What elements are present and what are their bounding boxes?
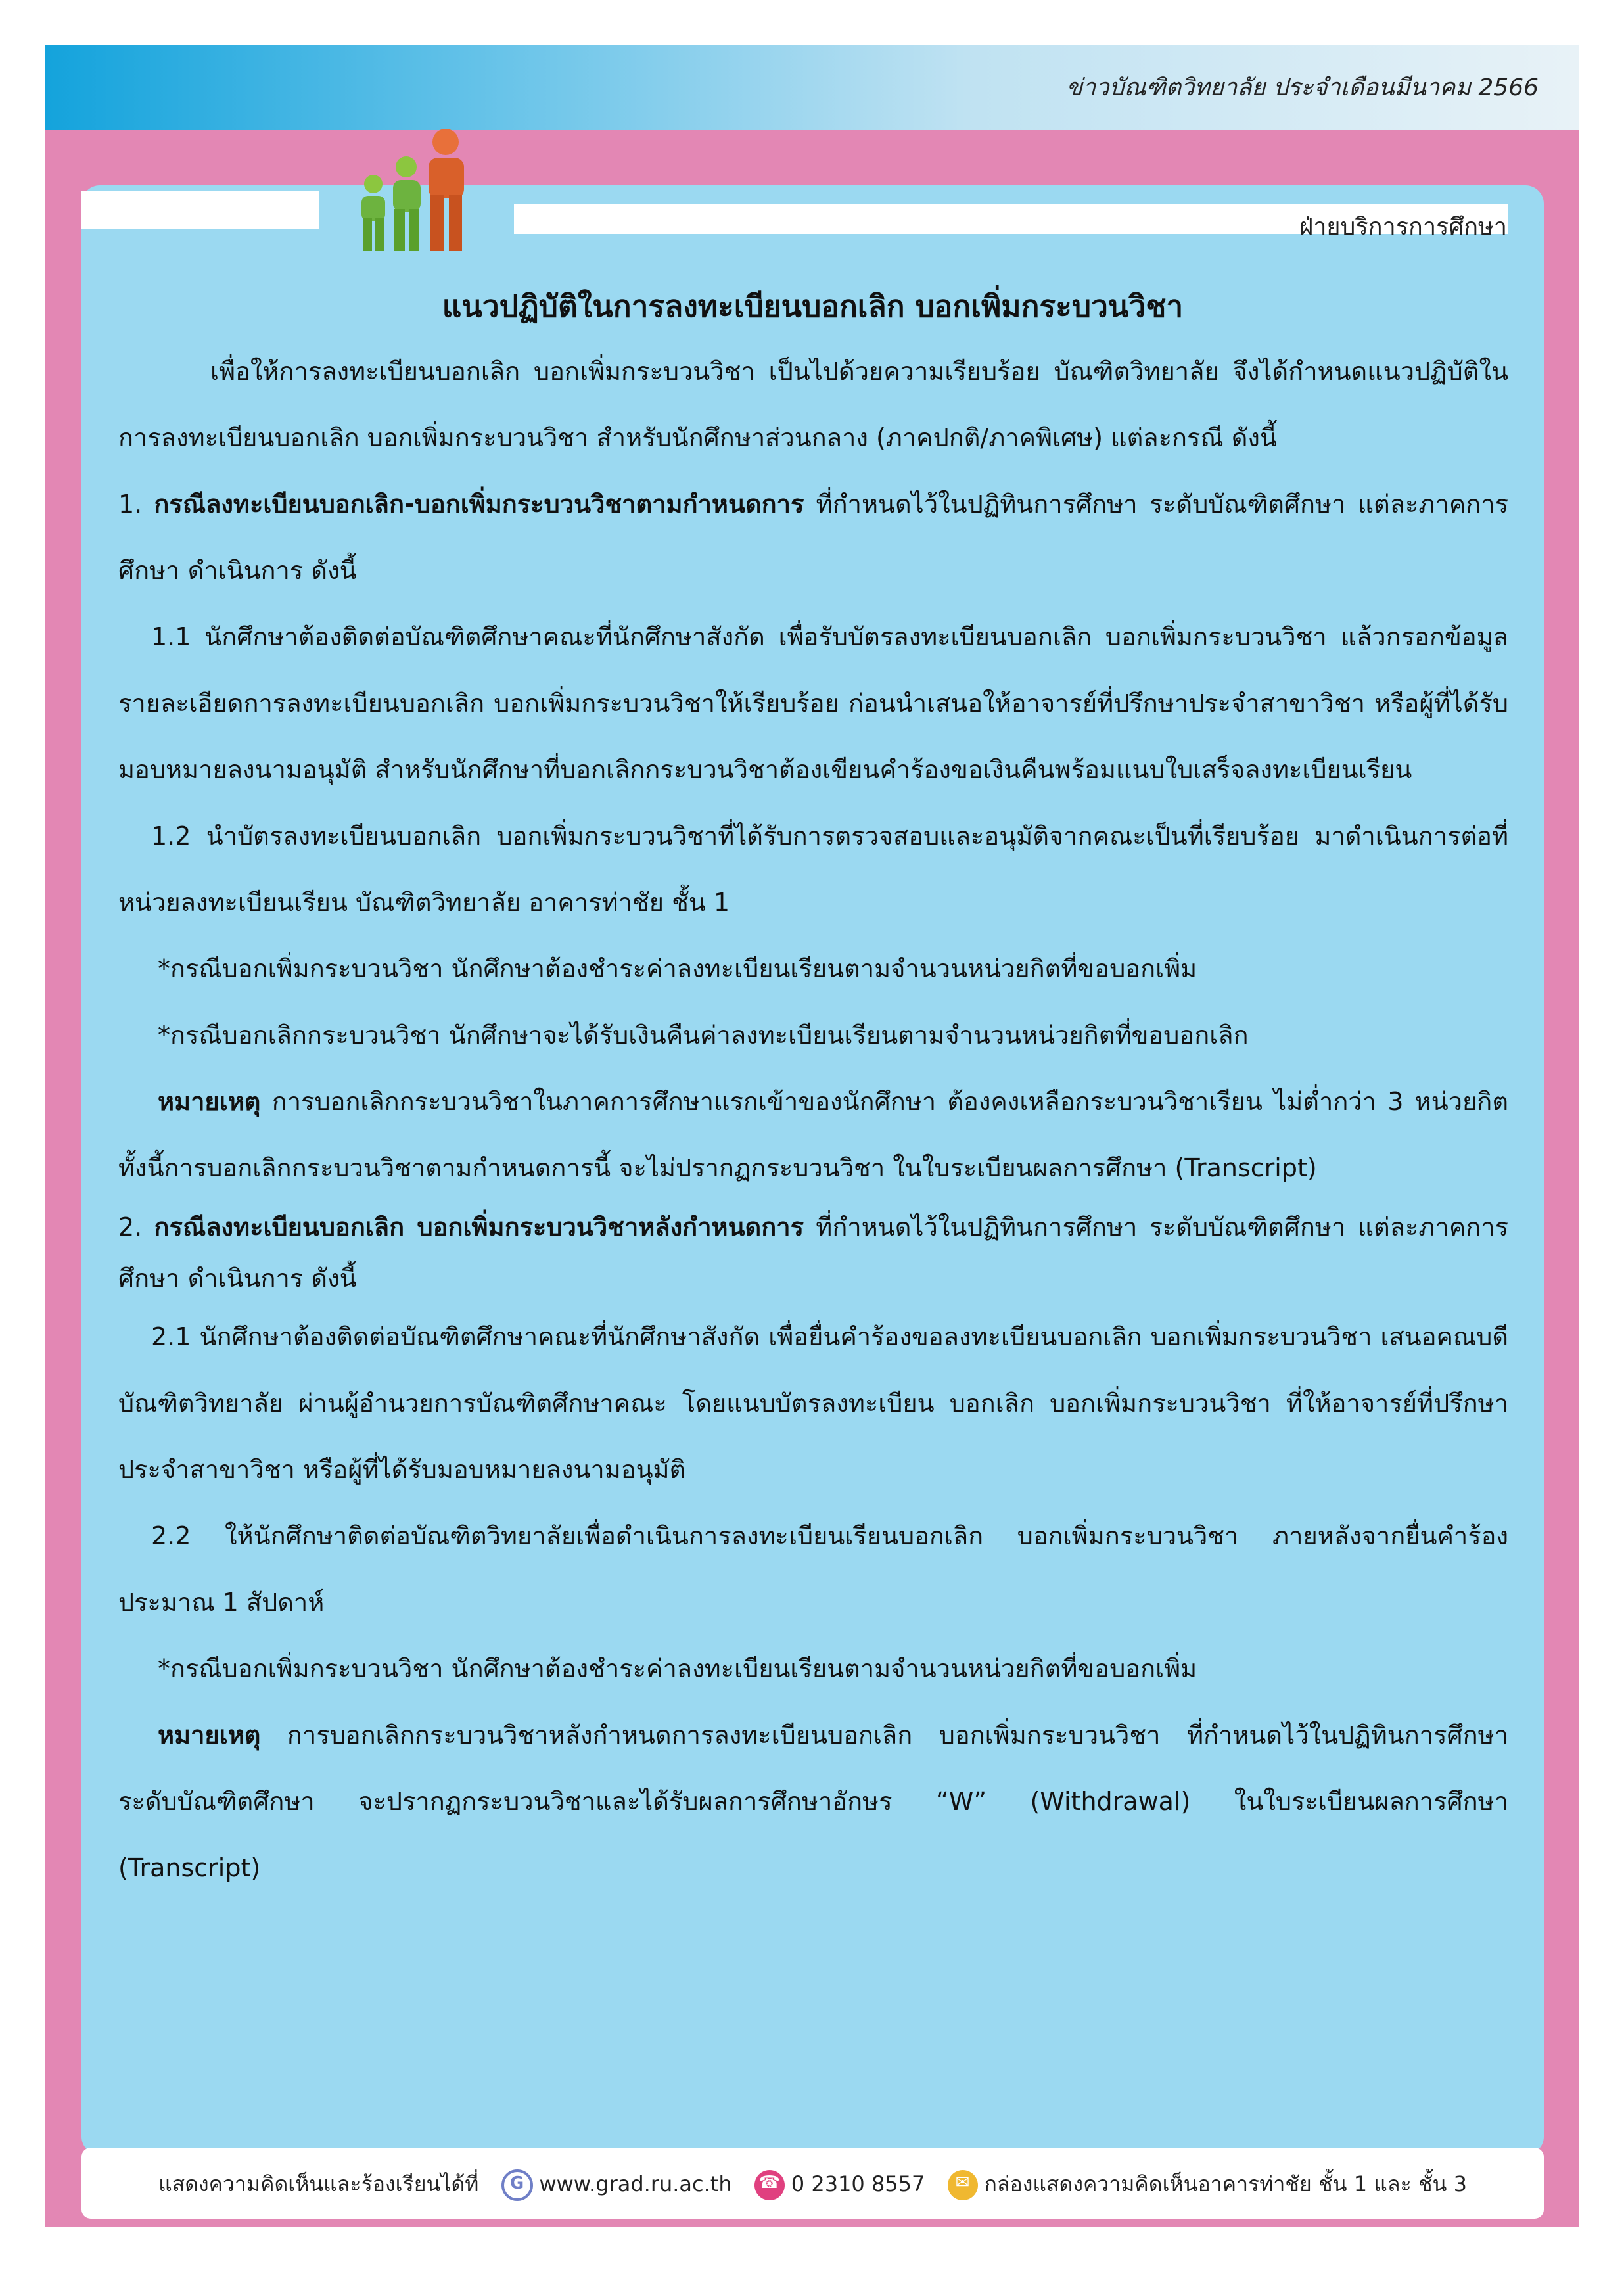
people-growth-icon xyxy=(347,126,498,258)
phone-icon: ☎ xyxy=(754,2170,785,2200)
suggestion-box-text: กล่องแสดงความคิดเห็นอาคารท่าชัย ชั้น 1 และ ชั้น 3 xyxy=(984,2171,1467,2196)
note-add-1: *กรณีบอกเพิ่มกระบวนวิชา นักศึกษาต้องชำระค่าลงทะเบียนเรียนตามจำนวนหน่วยกิตที่ขอบอกเพิ่ม xyxy=(158,954,1197,983)
phone-number[interactable]: 0 2310 8557 xyxy=(791,2171,925,2196)
section-1-heading: กรณีลงทะเบียนบอกเลิก-บอกเพิ่มกระบวนวิชาตามกำหนดการ xyxy=(154,490,804,519)
remark-2: หมายเหตุ การบอกเลิกกระบวนวิชาหลังกำหนดการลงทะเบียนบอกเลิก บอกเพิ่มกระบวนวิชา ที่กำหนดไว้ในปฏิทินการศึกษา ระดับบัณฑิตศึกษา จะปรากฏกระบวนวิชาและได้รับผลการศึกษาอักษร “W” (Withdrawal) ในใบระเบียนผลการศึกษา (Transcript) xyxy=(118,1721,1508,1882)
mailbox-icon: ✉ xyxy=(948,2170,978,2200)
section-2-heading: กรณีลงทะเบียนบอกเลิก บอกเพิ่มกระบวนวิชาหลังกำหนดการ xyxy=(154,1213,804,1241)
item-2-1: 2.1 นักศึกษาต้องติดต่อบัณฑิตศึกษาคณะที่นักศึกษาสังกัด เพื่อยื่นคำร้องขอลงทะเบียนบอกเลิก บอกเพิ่มกระบวนวิชา เสนอคณบดีบัณฑิตวิทยาลัย ผ่านผู้อำนวยการบัณฑิตศึกษาคณะ โดยแนบบัตรลงทะเบียน บอกเลิก บอกเพิ่มกระบวนวิชา ที่ให้อาจารย์ที่ปรึกษาประจำสาขาวิชา หรือผู้ที่ได้รับมอบหมายลงนามอนุมัติ xyxy=(118,1322,1508,1484)
department-label: ฝ่ายบริการการศึกษา xyxy=(1299,214,1507,241)
web-icon: G xyxy=(501,2169,533,2201)
note-drop-1: *กรณีบอกเลิกกระบวนวิชา นักศึกษาจะได้รับเงินคืนค่าลงทะเบียนเรียนตามจำนวนหน่วยกิตที่ขอบอกเลิก xyxy=(158,1021,1249,1050)
item-1-1: 1.1 นักศึกษาต้องติดต่อบัณฑิตศึกษาคณะที่นักศึกษาสังกัด เพื่อรับบัตรลงทะเบียนบอกเลิก บอกเพิ่มกระบวนวิชา แล้วกรอกข้อมูลรายละเอียดการลงทะเบียนบอกเลิก บอกเพิ่มกระบวนวิชาให้เรียบร้อย ก่อนนำเสนอให้อาจารย์ที่ปรึกษาประจำสาขาวิชา หรือผู้ที่ได้รับมอบหมายลงนามอนุมัติ สำหรับนักศึกษาที่บอกเลิกกระบวนวิชาต้องเขียนคำร้องขอเงินคืนพร้อมแนบใบเสร็จลงทะเบียนเรียน xyxy=(118,622,1508,784)
item-1-2: 1.2 นำบัตรลงทะเบียนบอกเลิก บอกเพิ่มกระบวนวิชาที่ได้รับการตรวจสอบและอนุมัติจากคณะเป็นที่เรียบร้อย มาดำเนินการต่อที่หน่วยลงทะเบียนเรียน บัณฑิตวิทยาลัย อาคารท่าชัย ชั้น 1 xyxy=(118,822,1508,917)
footer-contact xyxy=(81,2167,1544,2201)
section-2: 2. กรณีลงทะเบียนบอกเลิก บอกเพิ่มกระบวนวิชาหลังกำหนดการ ที่กำหนดไว้ในปฏิทินการศึกษา ระดับบัณฑิตศึกษา แต่ละภาคการศึกษา ดำเนินการ ดังนี้ xyxy=(118,1213,1508,1293)
intro-paragraph: เพื่อให้การลงทะเบียนบอกเลิก บอกเพิ่มกระบวนวิชา เป็นไปด้วยความเรียบร้อย บัณฑิตวิทยาลัย จึงได้กำหนดแนวปฏิบัติในการลงทะเบียนบอกเลิก บอกเพิ่มกระบวนวิชา สำหรับนักศึกษาส่วนกลาง (ภาคปกติ/ภาคพิเศษ) แต่ละกรณี ดังนี้ xyxy=(118,357,1508,452)
footer-bar xyxy=(81,2148,1544,2219)
note-add-2: *กรณีบอกเพิ่มกระบวนวิชา นักศึกษาต้องชำระค่าลงทะเบียนเรียนตามจำนวนหน่วยกิตที่ขอบอกเพิ่ม xyxy=(158,1654,1197,1683)
website-link[interactable]: www.grad.ru.ac.th xyxy=(539,2171,732,2196)
page-title: แนวปฏิบัติในการลงทะเบียนบอกเลิก บอกเพิ่มกระบวนวิชา xyxy=(442,289,1184,324)
article-body xyxy=(118,338,1508,1901)
footer-prefix: แสดงความคิดเห็นและร้องเรียนได้ที่ xyxy=(158,2171,479,2196)
remark-1: หมายเหตุ การบอกเลิกกระบวนวิชาในภาคการศึกษาแรกเข้าของนักศึกษา ต้องคงเหลือกระบวนวิชาเรียน ไม่ต่ำกว่า 3 หน่วยกิต ทั้งนี้การบอกเลิกกระบวนวิชาตามกำหนดการนี้ จะไม่ปรากฏกระบวนวิชา ในใบระเบียนผลการศึกษา (Transcript) xyxy=(118,1087,1508,1182)
item-2-2: 2.2 ให้นักศึกษาติดต่อบัณฑิตวิทยาลัยเพื่อดำเนินการลงทะเบียนเรียนบอกเลิก บอกเพิ่มกระบวนวิชา ภายหลังจากยื่นคำร้องประมาณ 1 สัปดาห์ xyxy=(118,1521,1508,1617)
issue-title: ข่าวบัณฑิตวิทยาลัย ประจำเดือนมีนาคม 2566 xyxy=(1066,74,1539,101)
section-1: 1. กรณีลงทะเบียนบอกเลิก-บอกเพิ่มกระบวนวิชาตามกำหนดการ ที่กำหนดไว้ในปฏิทินการศึกษา ระดับบัณฑิตศึกษา แต่ละภาคการศึกษา ดำเนินการ ดังนี้ xyxy=(118,490,1508,585)
header-bar-left xyxy=(81,191,319,229)
